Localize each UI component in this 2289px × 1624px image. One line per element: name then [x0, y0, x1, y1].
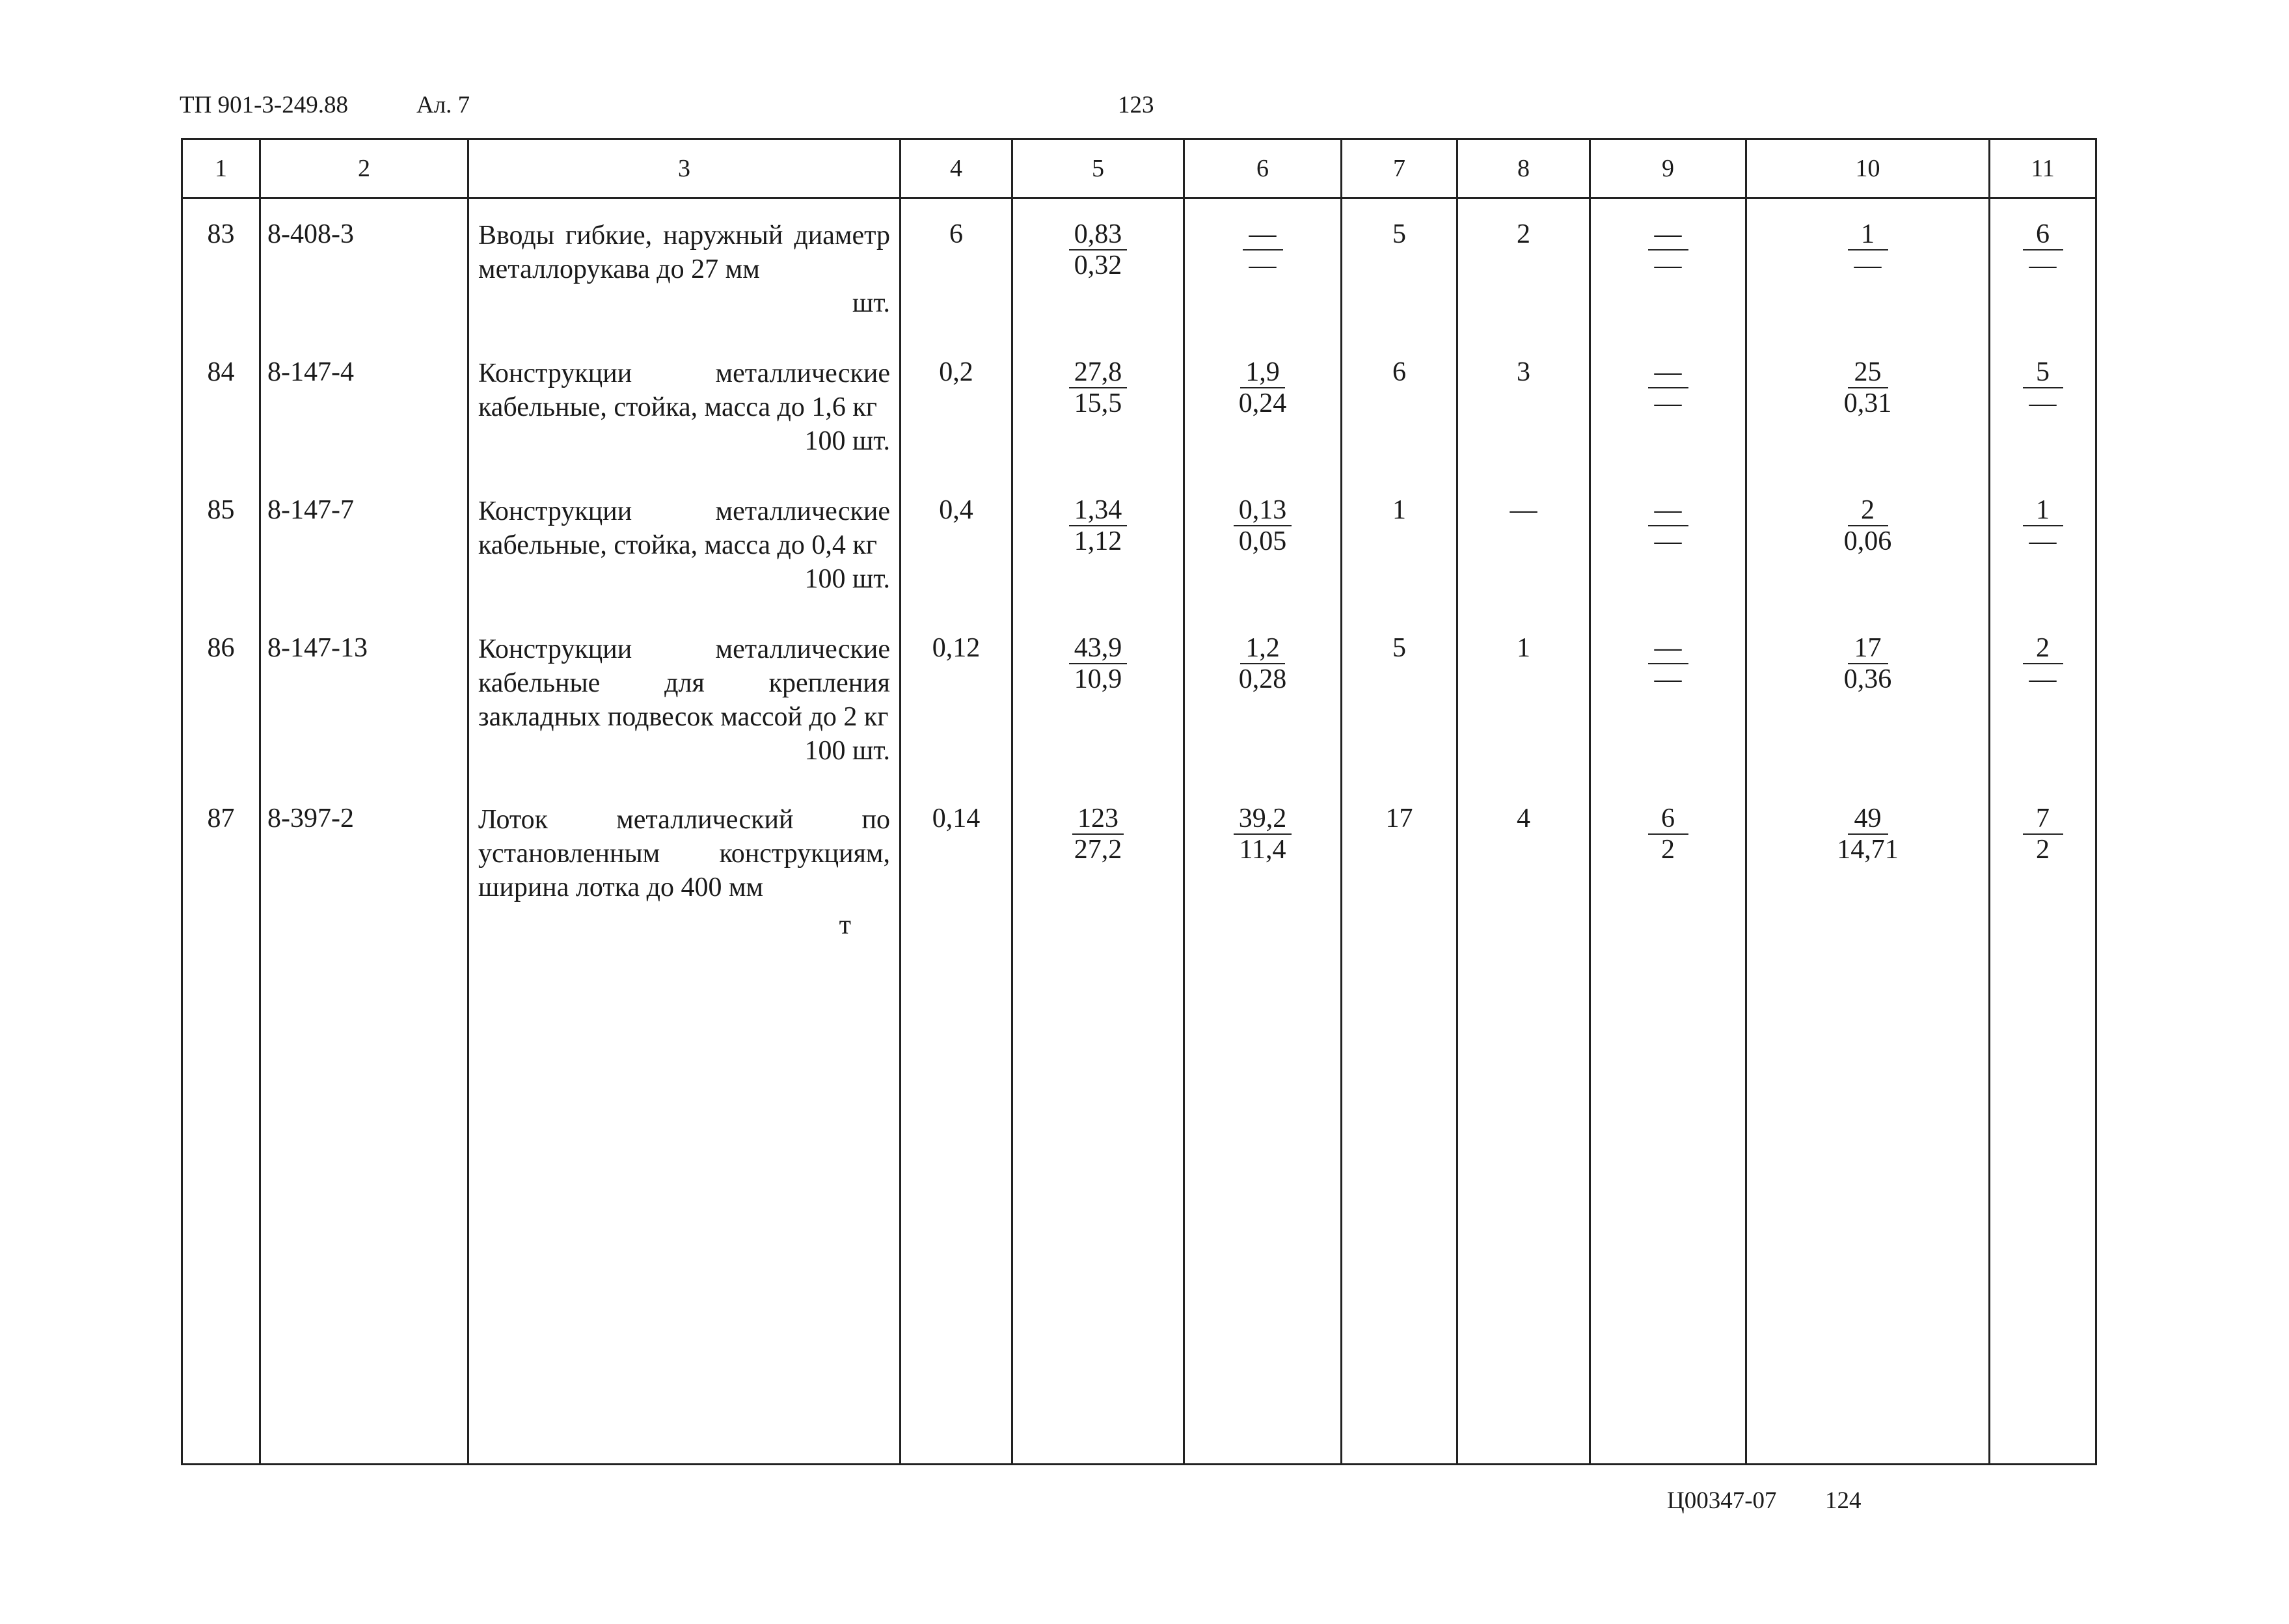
col10-fraction-numerator: 17	[1848, 633, 1888, 664]
col5-values	[1012, 783, 1184, 1465]
col10-fraction	[1839, 357, 1897, 418]
col8-value	[1457, 337, 1590, 475]
col10-fraction	[1839, 495, 1897, 556]
col11-fraction-denominator: —	[2029, 250, 2057, 280]
col10-values	[1746, 783, 1990, 1465]
col5-fraction	[1069, 219, 1128, 280]
description-text: Конструкции металлические кабельные для крепления закладных подвесок массой до 2 кг	[478, 634, 890, 732]
quantity	[901, 783, 1012, 1465]
work-description	[468, 337, 901, 475]
sheet-label: Ал. 7	[416, 92, 470, 118]
column-header: 4	[901, 139, 1012, 198]
table-row	[182, 783, 2096, 1465]
col11-fraction-denominator: —	[2029, 388, 2057, 418]
work-description	[468, 475, 901, 613]
row-number-text: 83	[207, 219, 235, 249]
row-number-text: 87	[207, 804, 235, 833]
row-number	[182, 198, 260, 338]
table-row	[182, 198, 2096, 338]
col9-fraction-denominator: —	[1654, 664, 1682, 694]
description-text: Лоток металлический по установленным конструкциям, ширина лотка до 400 мм	[478, 805, 890, 902]
col7-value	[1342, 613, 1457, 783]
col9-fraction	[1648, 357, 1688, 418]
col11-fraction-denominator: 2	[2036, 835, 2050, 865]
price-code	[260, 198, 468, 338]
col10-values	[1746, 475, 1990, 613]
col9-fraction	[1648, 633, 1688, 694]
col9-fraction-numerator: 6	[1648, 804, 1688, 835]
col5-fraction-denominator: 27,2	[1074, 835, 1122, 865]
col11-values	[1990, 783, 2096, 1465]
measure-unit: т	[839, 910, 851, 940]
description-text: Конструкции металлические кабельные, стойка, масса до 1,6 кг	[478, 359, 890, 422]
quantity	[901, 475, 1012, 613]
col8-text: 1	[1517, 633, 1530, 663]
col11-values	[1990, 198, 2096, 338]
price-code	[260, 613, 468, 783]
col10-fraction-numerator: 1	[1848, 219, 1888, 250]
col5-fraction-denominator: 1,12	[1074, 526, 1122, 556]
col6-fraction	[1234, 804, 1292, 865]
col5-fraction-numerator: 1,34	[1069, 495, 1128, 526]
quantity-value: 0,12	[932, 633, 981, 663]
col6-values	[1184, 337, 1342, 475]
specification-table	[181, 138, 2097, 1465]
col9-values	[1590, 613, 1746, 783]
col10-values	[1746, 613, 1990, 783]
col10-values	[1746, 198, 1990, 338]
col9-values	[1590, 337, 1746, 475]
quantity-value: 6	[949, 219, 963, 249]
col5-fraction-numerator: 27,8	[1069, 357, 1128, 388]
col10-fraction	[1848, 219, 1888, 280]
col7-value	[1342, 783, 1457, 1465]
col7-text: 5	[1392, 633, 1406, 663]
col5-fraction	[1069, 495, 1128, 556]
col10-fraction-denominator: 0,06	[1843, 526, 1892, 556]
col10-fraction	[1839, 633, 1897, 694]
quantity	[901, 337, 1012, 475]
column-header: 2	[260, 139, 468, 198]
col11-fraction-denominator: —	[2029, 664, 2057, 694]
col6-values	[1184, 613, 1342, 783]
col11-fraction-numerator: 5	[2023, 357, 2063, 388]
column-header: 3	[468, 139, 901, 198]
col6-fraction	[1234, 633, 1292, 694]
price-code-text: 8-147-4	[267, 357, 354, 387]
col6-fraction-denominator: —	[1249, 250, 1277, 280]
row-number-text: 86	[207, 633, 235, 663]
col6-fraction-denominator: 0,05	[1238, 526, 1287, 556]
col11-fraction-denominator: —	[2029, 526, 2057, 556]
measure-unit: 100 шт.	[804, 736, 890, 766]
col9-values	[1590, 198, 1746, 338]
col9-fraction-denominator: —	[1654, 526, 1682, 556]
col6-fraction	[1243, 219, 1283, 280]
col11-fraction	[2023, 357, 2063, 418]
col10-fraction	[1832, 804, 1904, 865]
col5-fraction-numerator: 0,83	[1069, 219, 1128, 250]
col8-value	[1457, 783, 1590, 1465]
quantity	[901, 198, 1012, 338]
table-row	[182, 337, 2096, 475]
col11-fraction	[2023, 633, 2063, 694]
col6-fraction	[1234, 495, 1292, 556]
col9-fraction-denominator: —	[1654, 250, 1682, 280]
col8-text: 3	[1517, 357, 1530, 387]
column-header: 5	[1012, 139, 1184, 198]
price-code	[260, 337, 468, 475]
col6-values	[1184, 475, 1342, 613]
col11-values	[1990, 337, 2096, 475]
table-header-row	[182, 139, 2096, 198]
col6-fraction-denominator: 0,24	[1238, 388, 1287, 418]
measure-unit: шт.	[852, 288, 890, 318]
col9-fraction-numerator: —	[1648, 357, 1688, 388]
quantity	[901, 613, 1012, 783]
column-header: 7	[1342, 139, 1457, 198]
row-number-text: 85	[207, 495, 235, 525]
col7-text: 5	[1392, 219, 1406, 249]
col5-values	[1012, 337, 1184, 475]
col9-fraction-numerator: —	[1648, 633, 1688, 664]
measure-unit: 100 шт.	[804, 426, 890, 456]
col5-fraction	[1069, 633, 1128, 694]
column-header: 9	[1590, 139, 1746, 198]
col10-fraction-denominator: 0,31	[1843, 388, 1892, 418]
col5-values	[1012, 613, 1184, 783]
col7-value	[1342, 337, 1457, 475]
description-text: Конструкции металлические кабельные, стойка, масса до 0,4 кг	[478, 496, 890, 560]
col10-fraction-denominator: 14,71	[1837, 835, 1899, 865]
col9-values	[1590, 783, 1746, 1465]
col9-fraction	[1648, 804, 1688, 865]
col9-fraction-numerator: —	[1648, 219, 1688, 250]
col6-fraction-numerator: —	[1243, 219, 1283, 250]
col7-text: 17	[1385, 804, 1413, 833]
col5-fraction	[1069, 357, 1128, 418]
row-number	[182, 337, 260, 475]
column-header: 6	[1184, 139, 1342, 198]
col5-fraction-numerator: 43,9	[1069, 633, 1128, 664]
col10-fraction-numerator: 49	[1848, 804, 1888, 835]
col5-fraction	[1069, 804, 1128, 865]
col9-fraction-numerator: —	[1648, 495, 1688, 526]
col6-fraction-numerator: 0,13	[1234, 495, 1292, 526]
col7-value	[1342, 198, 1457, 338]
col8-value	[1457, 198, 1590, 338]
price-code	[260, 783, 468, 1465]
row-number-text: 84	[207, 357, 235, 387]
work-description	[468, 198, 901, 338]
col11-fraction	[2023, 219, 2063, 280]
col5-values	[1012, 198, 1184, 338]
col10-fraction-numerator: 2	[1848, 495, 1888, 526]
col6-fraction	[1234, 357, 1292, 418]
page-number: 123	[1118, 92, 1154, 118]
price-code-text: 8-147-13	[267, 633, 368, 663]
col6-fraction-numerator: 1,2	[1240, 633, 1285, 664]
col6-fraction-numerator: 39,2	[1234, 804, 1292, 835]
col5-fraction-numerator: 123	[1072, 804, 1124, 835]
col10-fraction-numerator: 25	[1848, 357, 1888, 388]
row-number	[182, 783, 260, 1465]
col9-fraction	[1648, 219, 1688, 280]
footer-code: Ц00347-07	[1667, 1487, 1777, 1514]
column-header: 8	[1457, 139, 1590, 198]
col8-text: 2	[1517, 219, 1530, 249]
table-row	[182, 475, 2096, 613]
col8-text: —	[1510, 495, 1537, 525]
column-header: 11	[1990, 139, 2096, 198]
price-code-text: 8-147-7	[267, 495, 354, 525]
column-header: 10	[1746, 139, 1990, 198]
col6-values	[1184, 783, 1342, 1465]
col8-value	[1457, 613, 1590, 783]
col5-values	[1012, 475, 1184, 613]
col11-values	[1990, 475, 2096, 613]
work-description	[468, 613, 901, 783]
col11-fraction	[2023, 804, 2063, 865]
col10-values	[1746, 337, 1990, 475]
col11-fraction-numerator: 7	[2023, 804, 2063, 835]
quantity-value: 0,14	[932, 804, 981, 833]
col7-value	[1342, 475, 1457, 613]
column-header: 1	[182, 139, 260, 198]
price-code-text: 8-408-3	[267, 219, 354, 249]
col7-text: 6	[1392, 357, 1406, 387]
col10-fraction-denominator: 0,36	[1843, 664, 1892, 694]
row-number	[182, 613, 260, 783]
work-description	[468, 783, 901, 1465]
col9-fraction-denominator: 2	[1661, 835, 1675, 865]
description-text: Вводы гибкие, наружный диаметр металлорукава до 27 мм	[478, 221, 890, 284]
col11-values	[1990, 613, 2096, 783]
col11-fraction	[2023, 495, 2063, 556]
col9-fraction	[1648, 495, 1688, 556]
price-code-text: 8-397-2	[267, 804, 354, 833]
document-code: ТП 901-3-249.88	[180, 92, 348, 118]
table-row	[182, 613, 2096, 783]
col11-fraction-numerator: 1	[2023, 495, 2063, 526]
footer-number: 124	[1825, 1487, 1862, 1514]
quantity-value: 0,4	[939, 495, 973, 525]
quantity-value: 0,2	[939, 357, 973, 387]
col10-fraction-denominator: —	[1854, 250, 1882, 280]
col5-fraction-denominator: 10,9	[1074, 664, 1122, 694]
col8-value	[1457, 475, 1590, 613]
measure-unit: 100 шт.	[804, 564, 890, 594]
col6-fraction-denominator: 11,4	[1239, 835, 1286, 865]
col9-fraction-denominator: —	[1654, 388, 1682, 418]
col5-fraction-denominator: 0,32	[1074, 250, 1122, 280]
col6-fraction-denominator: 0,28	[1238, 664, 1287, 694]
row-number	[182, 475, 260, 613]
col5-fraction-denominator: 15,5	[1074, 388, 1122, 418]
col6-values	[1184, 198, 1342, 338]
col11-fraction-numerator: 2	[2023, 633, 2063, 664]
col6-fraction-numerator: 1,9	[1240, 357, 1285, 388]
col11-fraction-numerator: 6	[2023, 219, 2063, 250]
col9-values	[1590, 475, 1746, 613]
col8-text: 4	[1517, 804, 1530, 833]
col7-text: 1	[1392, 495, 1406, 525]
price-code	[260, 475, 468, 613]
